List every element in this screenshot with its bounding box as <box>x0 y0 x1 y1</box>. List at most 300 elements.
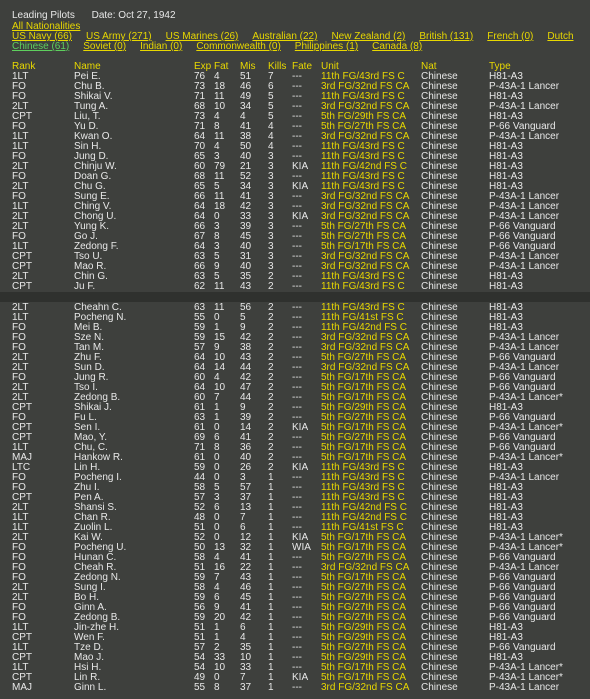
cell-fat: 0 <box>214 522 220 533</box>
cell-nat: Chinese <box>421 352 458 363</box>
cell-unit: 5th FG/29th FS CA <box>321 632 407 643</box>
cell-fat: 6 <box>214 592 220 603</box>
cell-exp: 58 <box>194 552 206 563</box>
cell-exp: 63 <box>194 271 206 282</box>
cell-fat: 5 <box>214 271 220 282</box>
filter-nationality[interactable]: French (0) <box>487 31 534 42</box>
cell-kills: 1 <box>268 492 274 503</box>
cell-name: Bo H. <box>74 592 100 603</box>
cell-type: P-66 Vanguard <box>489 221 556 232</box>
column-header-rank[interactable]: Rank <box>12 61 36 72</box>
cell-type: P-43A-1 Lancer* <box>489 422 563 433</box>
cell-mis: 40 <box>240 452 252 463</box>
cell-nat: Chinese <box>421 652 458 663</box>
cell-exp: 64 <box>194 241 206 252</box>
cell-fate: --- <box>292 191 302 202</box>
cell-rank: FO <box>12 562 26 573</box>
cell-fate: --- <box>292 312 302 323</box>
cell-rank: 1LT <box>12 522 29 533</box>
cell-fat: 1 <box>214 632 220 643</box>
cell-rank: FO <box>12 552 26 563</box>
cell-exp: 58 <box>194 482 206 493</box>
cell-name: Shikai V. <box>74 91 113 102</box>
cell-exp: 71 <box>194 442 206 453</box>
cell-unit: 11th FG/42nd FS C <box>321 161 407 172</box>
filter-all-nationalities[interactable]: All Nationalities <box>12 21 81 32</box>
cell-name: Fu L. <box>74 412 97 423</box>
cell-fate: KIA <box>292 672 309 683</box>
cell-unit: 5th FG/29th FS CA <box>321 402 407 413</box>
cell-type: P-66 Vanguard <box>489 382 556 393</box>
cell-type: P-43A-1 Lancer <box>489 342 560 353</box>
cell-name: Zedong N. <box>74 572 121 583</box>
cell-fate: KIA <box>292 532 309 543</box>
cell-mis: 39 <box>240 412 252 423</box>
cell-mis: 9 <box>240 322 246 333</box>
cell-mis: 4 <box>240 111 246 122</box>
cell-mis: 41 <box>240 602 252 613</box>
cell-nat: Chinese <box>421 81 458 92</box>
cell-unit: 11th FG/43rd FS C <box>321 71 405 82</box>
cell-fat: 4 <box>214 71 220 82</box>
cell-kills: 5 <box>268 111 274 122</box>
cell-rank: CPT <box>12 251 32 262</box>
cell-kills: 3 <box>268 261 274 272</box>
cell-type: H81-A3 <box>489 271 523 282</box>
cell-exp: 64 <box>194 131 206 142</box>
cell-kills: 1 <box>268 472 274 483</box>
cell-rank: LTC <box>12 462 31 473</box>
cell-unit: 5th FG/29th FS CA <box>321 622 407 633</box>
cell-kills: 7 <box>268 71 274 82</box>
cell-unit: 5th FG/17th FS CA <box>321 662 407 673</box>
cell-fate: --- <box>292 442 302 453</box>
cell-mis: 33 <box>240 211 252 222</box>
cell-fate: --- <box>292 271 302 282</box>
cell-rank: CPT <box>12 632 32 643</box>
cell-fate: --- <box>292 482 302 493</box>
cell-mis: 13 <box>240 502 252 513</box>
cell-type: P-43A-1 Lancer <box>489 131 560 142</box>
cell-rank: FO <box>12 602 26 613</box>
cell-rank: FO <box>12 612 26 623</box>
cell-fat: 2 <box>214 642 220 653</box>
cell-rank: 1LT <box>12 622 29 633</box>
cell-mis: 14 <box>240 422 252 433</box>
cell-rank: 2LT <box>12 502 29 513</box>
cell-unit: 11th FG/43rd FS C <box>321 492 405 503</box>
cell-rank: 2LT <box>12 211 29 222</box>
cell-exp: 60 <box>194 392 206 403</box>
cell-rank: 2LT <box>12 532 29 543</box>
cell-mis: 38 <box>240 131 252 142</box>
cell-fate: --- <box>292 71 302 82</box>
cell-kills: 1 <box>268 482 274 493</box>
cell-mis: 40 <box>240 151 252 162</box>
cell-fate: --- <box>292 251 302 262</box>
cell-name: Tso U. <box>74 251 103 262</box>
cell-mis: 33 <box>240 662 252 673</box>
cell-kills: 3 <box>268 151 274 162</box>
cell-rank: 1LT <box>12 131 29 142</box>
cell-mis: 12 <box>240 532 252 543</box>
cell-rank: FO <box>12 372 26 383</box>
cell-nat: Chinese <box>421 432 458 443</box>
column-header-kills[interactable]: Kills <box>268 61 287 72</box>
cell-kills: 2 <box>268 402 274 413</box>
cell-name: Hankow R. <box>74 452 123 463</box>
cell-exp: 64 <box>194 352 206 363</box>
cell-exp: 51 <box>194 632 206 643</box>
cell-unit: 11th FG/41st FS C <box>321 312 404 323</box>
cell-exp: 64 <box>194 211 206 222</box>
cell-mis: 31 <box>240 251 252 262</box>
cell-type: P-43A-1 Lancer* <box>489 392 563 403</box>
cell-rank: MAJ <box>12 452 32 463</box>
cell-fate: --- <box>292 512 302 523</box>
cell-fate: --- <box>292 241 302 252</box>
cell-unit: 11th FG/43rd FS C <box>321 271 405 282</box>
cell-kills: 1 <box>268 622 274 633</box>
cell-kills: 2 <box>268 452 274 463</box>
cell-unit: 5th FG/17th FS CA <box>321 542 407 553</box>
cell-nat: Chinese <box>421 482 458 493</box>
cell-exp: 60 <box>194 372 206 383</box>
cell-unit: 11th FG/43rd FS C <box>321 141 405 152</box>
cell-exp: 65 <box>194 181 206 192</box>
cell-nat: Chinese <box>421 682 458 693</box>
filter-nationality[interactable]: US Marines (26) <box>165 31 239 42</box>
cell-nat: Chinese <box>421 422 458 433</box>
cell-mis: 43 <box>240 281 252 292</box>
cell-name: Chu G. <box>74 181 106 192</box>
column-header-fat[interactable]: Fat <box>214 61 229 72</box>
filter-nationality[interactable]: Australian (22) <box>252 31 318 42</box>
cell-type: H81-A3 <box>489 632 523 643</box>
cell-exp: 52 <box>194 532 206 543</box>
cell-rank: 1LT <box>12 312 29 323</box>
cell-type: H81-A3 <box>489 151 523 162</box>
cell-exp: 69 <box>194 432 206 443</box>
cell-type: P-43A-1 Lancer <box>489 191 560 202</box>
cell-nat: Chinese <box>421 562 458 573</box>
cell-name: Chinju W. <box>74 161 117 172</box>
cell-fate: --- <box>292 111 302 122</box>
cell-exp: 54 <box>194 652 206 663</box>
cell-mis: 37 <box>240 492 252 503</box>
cell-nat: Chinese <box>421 602 458 613</box>
cell-unit: 5th FG/27th FS CA <box>321 612 407 623</box>
cell-kills: 3 <box>268 221 274 232</box>
cell-fat: 9 <box>214 342 220 353</box>
cell-exp: 54 <box>194 662 206 673</box>
cell-name: Tso I. <box>74 382 98 393</box>
cell-unit: 5th FG/17th FS CA <box>321 392 407 403</box>
cell-nat: Chinese <box>421 261 458 272</box>
cell-exp: 59 <box>194 322 206 333</box>
cell-name: Sun D. <box>74 362 105 373</box>
cell-unit: 5th FG/27th FS CA <box>321 602 407 613</box>
cell-fate: KIA <box>292 181 309 192</box>
cell-type: P-66 Vanguard <box>489 442 556 453</box>
cell-unit: 11th FG/41st FS C <box>321 522 404 533</box>
cell-fat: 0 <box>214 532 220 543</box>
cell-rank: CPT <box>12 402 32 413</box>
filter-nationality[interactable]: Philippines (1) <box>294 41 359 52</box>
filter-nationality[interactable]: British (131) <box>419 31 474 42</box>
cell-unit: 3rd FG/32nd FS CA <box>321 332 410 343</box>
cell-exp: 48 <box>194 512 206 523</box>
cell-unit: 5th FG/17th FS CA <box>321 452 407 463</box>
cell-nat: Chinese <box>421 632 458 643</box>
cell-type: H81-A3 <box>489 312 523 323</box>
cell-fat: 4 <box>214 372 220 383</box>
filter-nationality[interactable]: Commonwealth (0) <box>196 41 281 52</box>
cell-nat: Chinese <box>421 151 458 162</box>
cell-fat: 1 <box>214 402 220 413</box>
scroll-divider <box>0 292 590 302</box>
cell-name: Sung E. <box>74 191 110 202</box>
cell-unit: 11th FG/43rd FS C <box>321 462 405 473</box>
cell-mis: 36 <box>240 442 252 453</box>
cell-mis: 7 <box>240 512 246 523</box>
cell-mis: 35 <box>240 271 252 282</box>
cell-fat: 10 <box>214 101 226 112</box>
cell-type: H81-A3 <box>489 91 523 102</box>
column-header-name[interactable]: Name <box>74 61 101 72</box>
cell-name: Yung K. <box>74 221 110 232</box>
cell-kills: 5 <box>268 101 274 112</box>
cell-unit: 5th FG/17th FS CA <box>321 442 407 453</box>
cell-fate: --- <box>292 402 302 413</box>
cell-fat: 10 <box>214 662 226 673</box>
cell-name: Liu, T. <box>74 111 101 122</box>
cell-mis: 50 <box>240 141 252 152</box>
cell-fat: 3 <box>214 241 220 252</box>
cell-fat: 9 <box>214 261 220 272</box>
cell-fate: --- <box>292 552 302 563</box>
cell-fat: 0 <box>214 452 220 463</box>
filter-nationality[interactable]: Canada (8) <box>372 41 423 52</box>
report-header <box>12 10 190 21</box>
cell-exp: 73 <box>194 81 206 92</box>
column-header-type[interactable]: Type <box>489 61 511 72</box>
filter-nationality[interactable]: US Navy (66) <box>12 31 73 42</box>
cell-rank: FO <box>12 81 26 92</box>
cell-exp: 64 <box>194 362 206 373</box>
filter-nationality[interactable]: Indian (0) <box>140 41 183 52</box>
cell-type: P-43A-1 Lancer* <box>489 452 563 463</box>
cell-rank: 1LT <box>12 71 29 82</box>
cell-exp: 51 <box>194 622 206 633</box>
cell-mis: 43 <box>240 572 252 583</box>
cell-name: Pocheng U. <box>74 542 127 553</box>
cell-mis: 41 <box>240 121 252 132</box>
cell-type: P-43A-1 Lancer <box>489 362 560 373</box>
cell-fat: 1 <box>214 412 220 423</box>
cell-exp: 55 <box>194 312 206 323</box>
cell-fat: 11 <box>214 302 225 313</box>
cell-mis: 6 <box>240 522 246 533</box>
cell-fate: --- <box>292 662 302 673</box>
cell-fate: --- <box>292 682 302 693</box>
cell-fat: 3 <box>214 151 220 162</box>
cell-type: P-66 Vanguard <box>489 412 556 423</box>
cell-type: P-43A-1 Lancer <box>489 251 560 262</box>
filter-nationality[interactable]: US Army (271) <box>86 31 152 42</box>
column-header-mis[interactable]: Mis <box>240 61 256 72</box>
cell-unit: 3rd FG/32nd FS CA <box>321 211 410 222</box>
cell-nat: Chinese <box>421 141 458 152</box>
cell-kills: 1 <box>268 582 274 593</box>
cell-unit: 3rd FG/32nd FS CA <box>321 362 410 373</box>
cell-kills: 1 <box>268 512 274 523</box>
cell-rank: 2LT <box>12 362 29 373</box>
cell-fate: --- <box>292 332 302 343</box>
cell-mis: 44 <box>240 362 252 373</box>
filter-nationality[interactable]: Soviet (0) <box>83 41 127 52</box>
cell-name: Mei B. <box>74 322 103 333</box>
cell-fat: 0 <box>214 312 220 323</box>
cell-fat: 4 <box>214 552 220 563</box>
cell-nat: Chinese <box>421 552 458 563</box>
cell-mis: 45 <box>240 592 252 603</box>
cell-kills: 3 <box>268 191 274 202</box>
cell-rank: FO <box>12 412 26 423</box>
cell-unit: 5th FG/27th FS CA <box>321 231 407 242</box>
cell-unit: 5th FG/27th FS CA <box>321 432 407 443</box>
cell-mis: 6 <box>240 622 246 633</box>
cell-name: Mao J. <box>74 652 105 663</box>
cell-exp: 61 <box>194 422 206 433</box>
nationality-filter-row-2 <box>12 41 436 52</box>
cell-exp: 59 <box>194 592 206 603</box>
cell-fat: 18 <box>214 81 226 92</box>
cell-fat: 10 <box>214 382 226 393</box>
cell-fate: --- <box>292 652 302 663</box>
cell-type: P-43A-1 Lancer <box>489 682 560 693</box>
cell-rank: 2LT <box>12 101 29 112</box>
cell-fate: --- <box>292 452 302 463</box>
cell-fat: 20 <box>214 612 226 623</box>
cell-kills: 1 <box>268 662 274 673</box>
cell-fate: --- <box>292 562 302 573</box>
cell-fate: --- <box>292 642 302 653</box>
cell-exp: 59 <box>194 572 206 583</box>
filter-nationality[interactable]: Dutch <box>547 31 574 42</box>
cell-name: Tung A. <box>74 101 109 112</box>
cell-rank: CPT <box>12 672 32 683</box>
cell-rank: 1LT <box>12 512 29 523</box>
cell-fate: --- <box>292 362 302 373</box>
cell-exp: 66 <box>194 191 206 202</box>
cell-fate: --- <box>292 322 302 333</box>
cell-nat: Chinese <box>421 582 458 593</box>
cell-mis: 42 <box>240 372 252 383</box>
cell-exp: 63 <box>194 412 206 423</box>
cell-type: H81-A3 <box>489 462 523 473</box>
cell-rank: FO <box>12 572 26 583</box>
cell-kills: 4 <box>268 121 274 132</box>
filter-nationality[interactable]: Chinese (61) <box>12 41 70 52</box>
cell-name: Cheah R. <box>74 562 117 573</box>
cell-rank: 2LT <box>12 161 29 172</box>
cell-nat: Chinese <box>421 271 458 282</box>
cell-kills: 1 <box>268 612 274 623</box>
cell-mis: 49 <box>240 91 252 102</box>
cell-exp: 62 <box>194 281 206 292</box>
cell-name: Hsi H. <box>74 662 102 673</box>
cell-exp: 61 <box>194 402 206 413</box>
cell-exp: 44 <box>194 472 206 483</box>
cell-type: H81-A3 <box>489 502 523 513</box>
cell-rank: CPT <box>12 432 32 443</box>
cell-rank: FO <box>12 121 26 132</box>
cell-kills: 1 <box>268 542 274 553</box>
cell-mis: 10 <box>240 652 252 663</box>
cell-fate: --- <box>292 382 302 393</box>
filter-nationality[interactable]: New Zealand (2) <box>331 31 406 42</box>
cell-mis: 39 <box>240 221 252 232</box>
cell-fat: 0 <box>214 422 220 433</box>
cell-mis: 51 <box>240 71 252 82</box>
cell-type: P-43A-1 Lancer* <box>489 662 563 673</box>
cell-kills: 1 <box>268 552 274 563</box>
cell-name: Ju F. <box>74 281 96 292</box>
column-header-nat[interactable]: Nat <box>421 61 437 72</box>
cell-exp: 59 <box>194 332 206 343</box>
cell-name: Shansi S. <box>74 502 117 513</box>
cell-kills: 2 <box>268 412 274 423</box>
cell-rank: 1LT <box>12 241 29 252</box>
cell-type: P-43A-1 Lancer <box>489 562 560 573</box>
cell-unit: 5th FG/17th FS CA <box>321 241 407 252</box>
cell-fat: 3 <box>214 492 220 503</box>
cell-kills: 2 <box>268 442 274 453</box>
cell-nat: Chinese <box>421 332 458 343</box>
cell-rank: CPT <box>12 111 32 122</box>
cell-unit: 11th FG/43rd FS C <box>321 472 405 483</box>
column-header-fate[interactable]: Fate <box>292 61 313 72</box>
cell-name: Jung D. <box>74 151 109 162</box>
cell-type: H81-A3 <box>489 111 523 122</box>
cell-nat: Chinese <box>421 522 458 533</box>
cell-nat: Chinese <box>421 622 458 633</box>
cell-unit: 3rd FG/32nd FS CA <box>321 81 410 92</box>
cell-fat: 3 <box>214 221 220 232</box>
cell-fate: --- <box>292 302 302 313</box>
column-header-unit[interactable]: Unit <box>321 61 339 72</box>
column-header-exp[interactable]: Exp <box>194 61 212 72</box>
cell-fate: --- <box>292 91 302 102</box>
cell-nat: Chinese <box>421 251 458 262</box>
cell-exp: 73 <box>194 111 206 122</box>
cell-fate: --- <box>292 472 302 483</box>
cell-mis: 9 <box>240 402 246 413</box>
cell-name: Sze N. <box>74 332 105 343</box>
cell-name: Jin-zhe H. <box>74 622 120 633</box>
cell-name: Chu B. <box>74 81 105 92</box>
cell-fat: 0 <box>214 512 220 523</box>
cell-mis: 42 <box>240 201 252 212</box>
cell-nat: Chinese <box>421 101 458 112</box>
cell-name: Zedong F. <box>74 241 119 252</box>
cell-exp: 71 <box>194 121 206 132</box>
cell-fate: --- <box>292 171 302 182</box>
cell-type: P-43A-1 Lancer <box>489 332 560 343</box>
cell-name: Tze D. <box>74 642 104 653</box>
cell-name: Zedong B. <box>74 612 121 623</box>
